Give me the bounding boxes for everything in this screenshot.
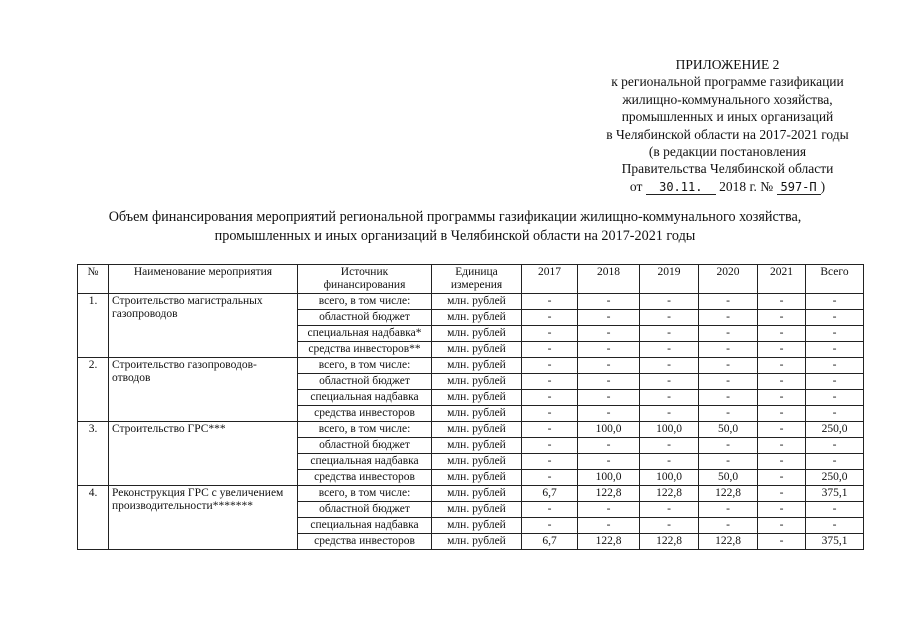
funding-source: областной бюджет: [298, 374, 432, 390]
value-total: -: [806, 310, 864, 326]
table-body: [78, 294, 864, 550]
value-2021: -: [758, 502, 806, 518]
value-total: 375,1: [806, 534, 864, 550]
value-2021: -: [758, 310, 806, 326]
value-2019: -: [640, 374, 699, 390]
value-2019: -: [640, 518, 699, 534]
annex-line-1: ПРИЛОЖЕНИЕ 2: [675, 57, 780, 72]
unit-cell: млн. рублей: [432, 422, 522, 438]
value-2018: -: [578, 518, 640, 534]
value-2020: -: [699, 342, 758, 358]
value-2021: -: [758, 454, 806, 470]
value-2017: -: [522, 358, 578, 374]
value-2020: 50,0: [699, 422, 758, 438]
row-number: 1.: [78, 294, 109, 358]
annex-block: [555, 56, 900, 195]
value-total: -: [806, 438, 864, 454]
activity-name: Реконструкция ГРС с увеличением производительности*******: [109, 486, 298, 550]
value-2019: -: [640, 454, 699, 470]
value-2021: -: [758, 294, 806, 310]
header-2020: 2020: [699, 265, 758, 294]
document-title: [40, 208, 870, 246]
annex-line-5: в Челябинской области на 2017-2021 годы: [606, 126, 849, 142]
unit-cell: млн. рублей: [432, 534, 522, 550]
value-2021: -: [758, 406, 806, 422]
value-2019: -: [640, 390, 699, 406]
value-2017: -: [522, 406, 578, 422]
unit-cell: млн. рублей: [432, 390, 522, 406]
value-2018: -: [578, 294, 640, 310]
document-title-line-1: Объем финансирования мероприятий региональной программы газификации жилищно-коммунального хозяйства,: [108, 209, 802, 225]
value-2021: -: [758, 358, 806, 374]
funding-source: всего, в том числе:: [298, 486, 432, 502]
value-2021: -: [758, 470, 806, 486]
annex-line-2: к региональной программе газификации: [611, 74, 844, 90]
value-2017: 6,7: [522, 534, 578, 550]
value-2019: -: [640, 502, 699, 518]
value-2019: 122,8: [640, 486, 699, 502]
value-2021: -: [758, 534, 806, 550]
value-2018: -: [578, 310, 640, 326]
funding-source: специальная надбавка: [298, 518, 432, 534]
value-total: -: [806, 374, 864, 390]
value-2021: -: [758, 438, 806, 454]
annex-close-paren: ): [820, 178, 826, 194]
value-2017: -: [522, 374, 578, 390]
value-2019: -: [640, 310, 699, 326]
value-2020: -: [699, 294, 758, 310]
value-2021: -: [758, 374, 806, 390]
header-unit: Единица измерения: [432, 265, 522, 294]
value-2019: -: [640, 326, 699, 342]
unit-cell: млн. рублей: [432, 342, 522, 358]
value-2020: -: [699, 518, 758, 534]
value-2018: -: [578, 454, 640, 470]
value-total: -: [806, 390, 864, 406]
value-2018: -: [578, 438, 640, 454]
value-2020: -: [699, 454, 758, 470]
funding-source: областной бюджет: [298, 502, 432, 518]
value-total: 375,1: [806, 486, 864, 502]
value-2021: -: [758, 422, 806, 438]
value-2021: -: [758, 486, 806, 502]
value-total: -: [806, 406, 864, 422]
value-2019: -: [640, 294, 699, 310]
table-header-row: [78, 265, 864, 294]
value-2018: -: [578, 326, 640, 342]
value-2020: -: [699, 310, 758, 326]
table-row: [78, 486, 864, 502]
value-2017: -: [522, 470, 578, 486]
activity-name: Строительство газопроводов-отводов: [109, 358, 298, 422]
value-total: 250,0: [806, 422, 864, 438]
unit-cell: млн. рублей: [432, 470, 522, 486]
value-2021: -: [758, 518, 806, 534]
funding-source: средства инвесторов: [298, 534, 432, 550]
value-2017: -: [522, 438, 578, 454]
header-2017: 2017: [522, 265, 578, 294]
funding-source: специальная надбавка*: [298, 326, 432, 342]
value-2020: 50,0: [699, 470, 758, 486]
row-number: 2.: [78, 358, 109, 422]
value-2017: -: [522, 454, 578, 470]
value-2017: 6,7: [522, 486, 578, 502]
value-2018: -: [578, 358, 640, 374]
header-total: Всего: [806, 265, 864, 294]
value-2019: -: [640, 358, 699, 374]
value-2019: 100,0: [640, 470, 699, 486]
annex-line-3: жилищно-коммунального хозяйства,: [622, 91, 833, 107]
header-name: Наименование мероприятия: [109, 265, 298, 294]
funding-source: всего, в том числе:: [298, 294, 432, 310]
value-2017: -: [522, 342, 578, 358]
value-2017: -: [522, 310, 578, 326]
value-2020: 122,8: [699, 486, 758, 502]
value-2021: -: [758, 342, 806, 358]
value-2018: -: [578, 342, 640, 358]
annex-line-6: (в редакции постановления: [648, 144, 807, 160]
unit-cell: млн. рублей: [432, 486, 522, 502]
annex-line-7: Правительства Челябинской области: [621, 161, 834, 177]
unit-cell: млн. рублей: [432, 310, 522, 326]
annex-line-8: [555, 178, 900, 195]
value-2017: -: [522, 294, 578, 310]
value-2017: -: [522, 422, 578, 438]
value-2021: -: [758, 390, 806, 406]
unit-cell: млн. рублей: [432, 374, 522, 390]
financing-table: [77, 264, 864, 550]
value-2019: 100,0: [640, 422, 699, 438]
annex-year-text: 2018 г. №: [719, 178, 774, 194]
header-2018: 2018: [578, 265, 640, 294]
value-2020: -: [699, 390, 758, 406]
value-total: -: [806, 518, 864, 534]
annex-number-fill: 597-П: [777, 180, 821, 195]
value-2020: -: [699, 374, 758, 390]
row-number: 3.: [78, 422, 109, 486]
value-2020: -: [699, 438, 758, 454]
unit-cell: млн. рублей: [432, 326, 522, 342]
funding-source: средства инвесторов: [298, 406, 432, 422]
funding-source: средства инвесторов**: [298, 342, 432, 358]
value-total: -: [806, 342, 864, 358]
value-2018: 122,8: [578, 486, 640, 502]
document-title-line-2: промышленных и иных организаций в Челябинской области на 2017-2021 годы: [214, 228, 696, 244]
value-2020: -: [699, 358, 758, 374]
table-row: [78, 422, 864, 438]
value-2020: -: [699, 406, 758, 422]
value-2018: -: [578, 502, 640, 518]
unit-cell: млн. рублей: [432, 518, 522, 534]
value-2018: 100,0: [578, 422, 640, 438]
value-2019: 122,8: [640, 534, 699, 550]
value-2018: -: [578, 406, 640, 422]
value-total: -: [806, 326, 864, 342]
unit-cell: млн. рублей: [432, 454, 522, 470]
value-2020: 122,8: [699, 534, 758, 550]
value-2019: -: [640, 406, 699, 422]
value-2018: -: [578, 390, 640, 406]
row-number: 4.: [78, 486, 109, 550]
header-num: №: [78, 265, 109, 294]
funding-source: областной бюджет: [298, 438, 432, 454]
value-total: -: [806, 294, 864, 310]
activity-name: Строительство магистральных газопроводов: [109, 294, 298, 358]
value-2021: -: [758, 326, 806, 342]
funding-source: всего, в том числе:: [298, 358, 432, 374]
annex-line-4: промышленных и иных организаций: [621, 109, 834, 125]
value-2020: -: [699, 502, 758, 518]
funding-source: специальная надбавка: [298, 390, 432, 406]
annex-date-fill: 30.11.: [646, 180, 716, 195]
value-total: -: [806, 454, 864, 470]
funding-source: областной бюджет: [298, 310, 432, 326]
value-total: 250,0: [806, 470, 864, 486]
header-source: Источник финансирования: [298, 265, 432, 294]
value-2018: -: [578, 374, 640, 390]
funding-source: специальная надбавка: [298, 454, 432, 470]
unit-cell: млн. рублей: [432, 294, 522, 310]
value-2019: -: [640, 342, 699, 358]
unit-cell: млн. рублей: [432, 358, 522, 374]
value-2017: -: [522, 326, 578, 342]
value-total: -: [806, 358, 864, 374]
value-2018: 100,0: [578, 470, 640, 486]
unit-cell: млн. рублей: [432, 502, 522, 518]
value-2017: -: [522, 390, 578, 406]
unit-cell: млн. рублей: [432, 406, 522, 422]
funding-source: всего, в том числе:: [298, 422, 432, 438]
unit-cell: млн. рублей: [432, 438, 522, 454]
header-2019: 2019: [640, 265, 699, 294]
value-total: -: [806, 502, 864, 518]
table-row: [78, 294, 864, 310]
value-2018: 122,8: [578, 534, 640, 550]
value-2019: -: [640, 438, 699, 454]
table-row: [78, 358, 864, 374]
funding-source: средства инвесторов: [298, 470, 432, 486]
value-2017: -: [522, 518, 578, 534]
value-2020: -: [699, 326, 758, 342]
activity-name: Строительство ГРС***: [109, 422, 298, 486]
annex-from-word: от: [629, 178, 643, 194]
value-2017: -: [522, 502, 578, 518]
header-2021: 2021: [758, 265, 806, 294]
